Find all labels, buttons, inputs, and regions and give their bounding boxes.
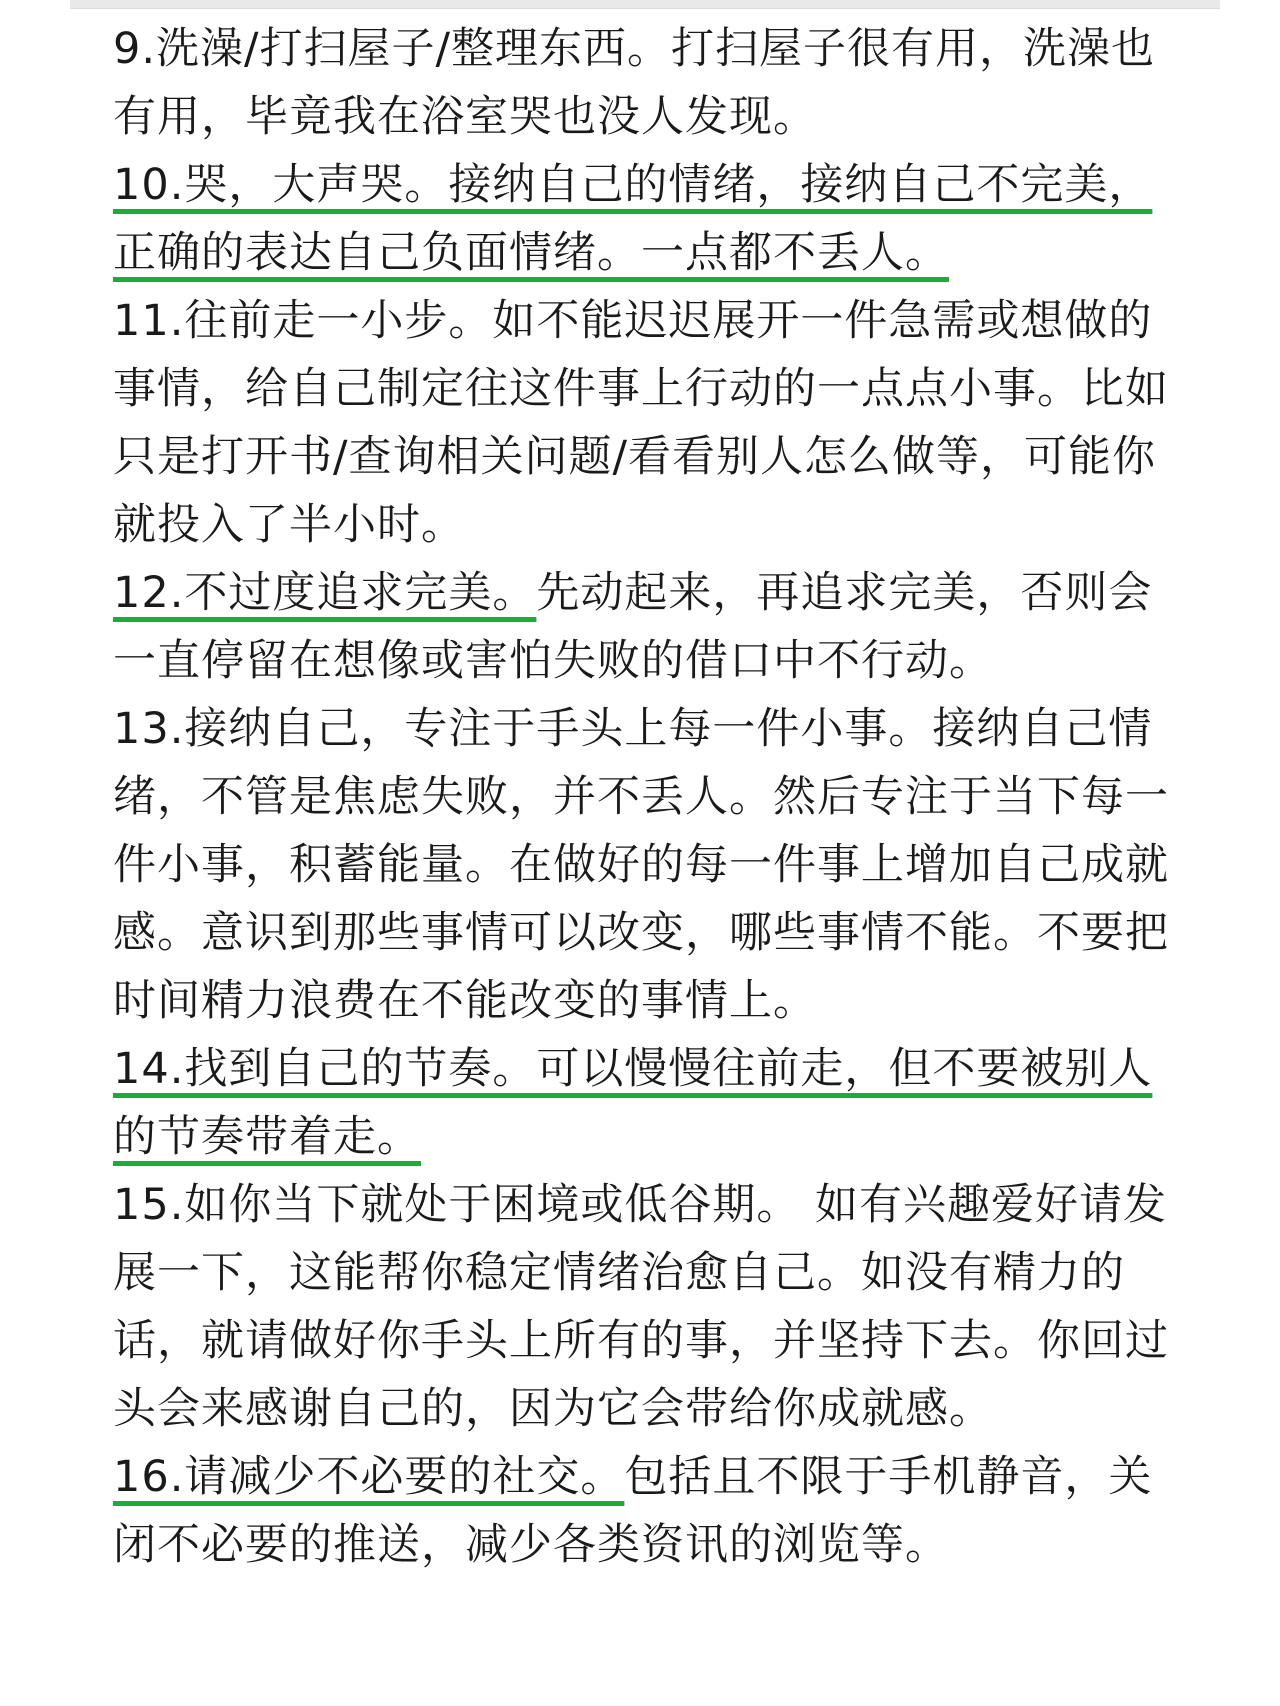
list-item-10 [113,151,1193,287]
list-item-13 [113,695,1193,1035]
item-16-highlight: 16.请减少不必要的社交。 [113,1452,625,1502]
list-item-9 [113,15,1193,151]
list-item-11 [113,287,1193,559]
tips-list [113,15,1193,1579]
item-10-highlight: 10.哭，大声哭。接纳自己的情绪，接纳自己不完美，正确的表达自己负面情绪。一点都不丢人。 [113,160,1153,278]
list-item-15 [113,1171,1193,1443]
item-11-text: 11.往前走一小步。如不能迟迟展开一件急需或想做的事情，给自己制定往这件事上行动的一点点小事。比如只是打开书/查询相关问题/看看别人怎么做等，可能你就投入了半小时。 [113,296,1169,550]
list-item-14 [113,1035,1193,1171]
item-12-highlight: 12.不过度追求完美。 [113,568,537,618]
list-item-16 [113,1443,1193,1579]
item-15-text: 15.如你当下就处于困境或低谷期。 如有兴趣爱好请发展一下，这能帮你稳定情绪治愈自己。如没有精力的话，就请做好你手头上所有的事，并坚持下去。你回过头会来感谢自己的，因为它会带给你成就感。 [113,1180,1169,1434]
item-13-text: 13.接纳自己，专注于手头上每一件小事。接纳自己情绪，不管是焦虑失败，并不丢人。然后专注于当下每一件小事，积蓄能量。在做好的每一件事上增加自己成就感。意识到那些事情可以改变，哪些事情不能。不要把时间精力浪费在不能改变的事情上。 [113,704,1169,1026]
item-9-text: 9.洗澡/打扫屋子/整理东西。打扫屋子很有用，洗澡也有用，毕竟我在浴室哭也没人发现。 [113,24,1156,142]
item-16-text: 包括且不限于手机静音，关闭不必要的推送，减少各类资讯的浏览等。 [113,1452,1153,1570]
top-bar [70,0,1220,9]
item-14-highlight: 14.找到自己的节奏。可以慢慢往前走，但不要被别人的节奏带着走。 [113,1044,1153,1162]
item-12-text: 先动起来，再追求完美，否则会一直停留在想像或害怕失败的借口中不行动。 [113,568,1153,686]
list-item-12 [113,559,1193,695]
